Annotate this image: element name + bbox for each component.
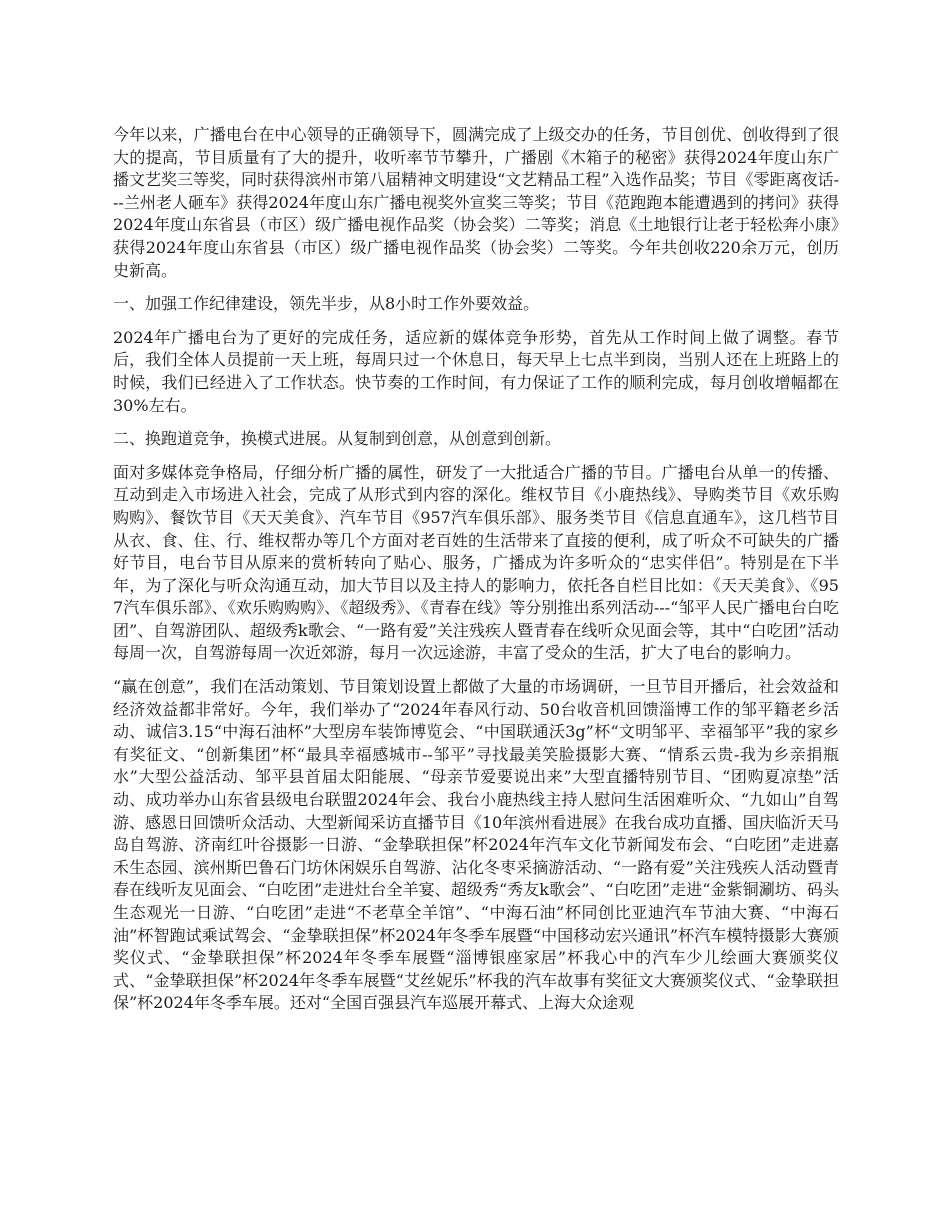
section-1-paragraph: 2024年广播电台为了更好的完成任务，适应新的媒体竞争形势，首先从工作时间上做了调整。春节后，我们全体人员提前一天上班，每周只过一个休息日，每天早上七点半到岗，当别人还在上班路上的时候，我们已经进入了工作状态。快节奏的工作时间，有力保证了工作的顺利完成，每月创收增幅都在30%左右。 <box>113 327 839 415</box>
section-heading-2: 二、换跑道竞争，换模式进展。从复制到创意，从创意到创新。 <box>113 429 562 449</box>
section-heading-1: 一、加强工作纪律建设，领先半步，从8小时工作外要效益。 <box>113 294 540 314</box>
activities-paragraph: “赢在创意”，我们在活动策划、节目策划设置上都做了大量的市场调研，一旦节目开播后，社会效益和经济效益都非常好。今年，我们举办了“2024年春风行动、50台收音机回馈淄博工作的邹平籍老乡活动、诚信3.15“中海石油杯”大型房车装饰博览会、“中国联通沃3g”杯“文明邹平、幸福邹平”我的家乡有奖征文、“创新集团”杯“最具幸福感城市--邹平”寻找最美笑脸摄影大赛、“情系云贵-我为乡亲捐瓶水”大型公益活动、邹平县首届太阳能展、“母亲节爱要说出来”大型直播特别节目、“团购夏凉垫”活动、成功举办山东省县级电台联盟2024年会、我台小鹿热线主持人慰问生活困难听众、“九如山”自驾游、感恩日回馈听众活动、大型新闻采访直播节目《10年滨州看进展》在我台成功直播、国庆临沂天马岛自驾游、济南红叶谷摄影一日游、“金挚联担保”杯2024年汽车文化节新闻发布会、“白吃团”走进嘉禾生态园、滨州斯巴鲁石门坊休闲娱乐自驾游、沾化冬枣采摘游活动、“一路有爱”关注残疾人活动暨青春在线听友见面会、“白吃团”走进灶台全羊宴、超级秀“秀友k歌会”、“白吃团”走进“金紫铜涮坊、码头生态观光一日游、“白吃团”走进“不老草全羊馆”、“中海石油”杯同创比亚迪汽车节油大赛、“中海石油”杯智跑试乘试驾会、“金挚联担保”杯2024年冬季车展暨“中国移动宏兴通讯”杯汽车模特摄影大赛颁奖仪式、“金挚联担保”杯2024年冬季车展暨“淄博银座家居”杯我心中的汽车少儿绘画大赛颁奖仪式、“金挚联担保”杯2024年冬季车展暨“艾丝妮乐”杯我的汽车故事有奖征文大赛颁奖仪式、“金挚联担保”杯2024年冬季车展。还对“全国百强县汽车巡展开幕式、上海大众途观 <box>113 677 839 1013</box>
section-2-paragraph: 面对多媒体竞争格局，仔细分析广播的属性，研发了一大批适合广播的节目。广播电台从单一的传播、互动到走入市场进入社会，完成了从形式到内容的深化。维权节目《小鹿热线》、导购类节目《欢乐购购购》、餐饮节目《天天美食》、汽车节目《957汽车俱乐部》、服务类节目《信息直通车》，这几档节目从衣、食、住、行、维权帮办等几个方面对老百姓的生活带来了直接的便利，成了听众不可缺失的广播好节目，电台节目从原来的赏析转向了贴心、服务，广播成为许多听众的“忠实伴侣”。特别是在下半年，为了深化与听众沟通互动，加大节目以及主持人的影响力，依托各自栏目比如：《天天美食》、《957汽车俱乐部》、《欢乐购购购》、《超级秀》、《青春在线》等分别推出系列活动---“邹平人民广播电台白吃团”、自驾游团队、超级秀k歌会、“一路有爱”关注残疾人暨青春在线听众见面会等，其中“白吃团”活动每周一次，自驾游每周一次近郊游，每月一次远途游，丰富了受众的生活，扩大了电台的影响力。 <box>113 462 839 663</box>
intro-paragraph: 今年以来，广播电台在中心领导的正确领导下，圆满完成了上级交办的任务，节目创优、创收得到了很大的提高，节目质量有了大的提升，收听率节节攀升，广播剧《木箱子的秘密》获得2024年度山东广播文艺奖三等奖，同时获得滨州市第八届精神文明建设“文艺精品工程”入选作品奖；节目《零距离夜话---兰州老人砸车》获得2024年度山东广播电视奖外宣奖三等奖；节目《范跑跑本能遭遇到的拷问》获得2024年度山东省县（市区）级广播电视作品奖（协会奖）二等奖；消息《土地银行让老于轻松奔小康》获得2024年度山东省县（市区）级广播电视作品奖（协会奖）二等奖。今年共创收220余万元，创历史新高。 <box>113 125 839 280</box>
document-body <box>113 124 839 1026</box>
